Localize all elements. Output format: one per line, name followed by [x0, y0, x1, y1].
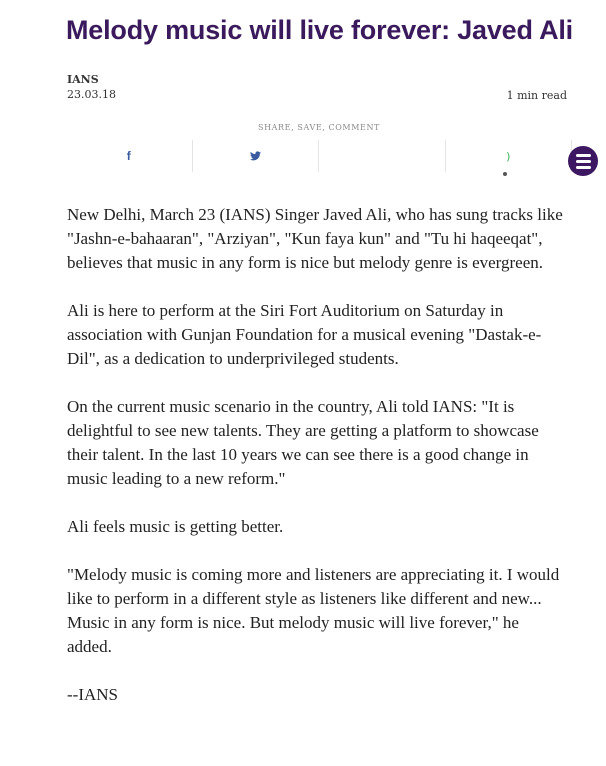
share-label: SHARE, SAVE, COMMENT — [258, 123, 380, 132]
whatsapp-share-button[interactable] — [446, 140, 573, 172]
paragraph: On the current music scenario in the country, Ali told IANS: "It is delightful to see new talents. They are getting a platform to showcase their talent. In the last 10 years we can see there is a good change in music leading to a new reform." — [67, 397, 539, 488]
twitter-share-button[interactable] — [193, 140, 320, 172]
menu-button[interactable] — [568, 146, 598, 176]
paragraph: Ali feels music is getting better. — [67, 517, 284, 536]
facebook-share-button[interactable] — [66, 140, 193, 172]
article-title: Melody music will live forever: Javed Ali — [66, 15, 573, 45]
paragraph: "Melody music is coming more and listeners are appreciating it. I would like to perform in a different style as listeners like different and new... Music in any form is nice. But melody music will live forever," he added. — [67, 565, 560, 656]
publish-date: 23.03.18 — [67, 88, 116, 101]
paragraph: New Delhi, March 23 (IANS) Singer Javed Ali, who has sung tracks like "Jashn-e-bahaaran", "Arziyan", "Kun faya kun" and "Tu hi haqeeqat", believes that music in any form is nice but melody genre is evergreen. — [67, 205, 563, 272]
share-bar — [66, 140, 572, 172]
paragraph: Ali is here to perform at the Siri Fort Auditorium on Saturday in association with Gunjan Foundation for a musical evening "Dastak-e-Dil", as a dedication to underprivileged students. — [67, 301, 542, 368]
hamburger-menu-icon — [576, 154, 591, 157]
byline — [67, 72, 116, 102]
read-time: 1 min read — [506, 89, 567, 102]
article-body — [67, 203, 567, 731]
facebook-icon: f — [126, 149, 131, 163]
twitter-icon — [250, 151, 261, 161]
author-name[interactable]: IANS — [67, 73, 99, 86]
share-slot-empty — [319, 140, 446, 172]
whatsapp-icon: ) — [506, 149, 511, 163]
article-signoff: --IANS — [67, 685, 118, 704]
indicator-dot — [503, 172, 507, 176]
